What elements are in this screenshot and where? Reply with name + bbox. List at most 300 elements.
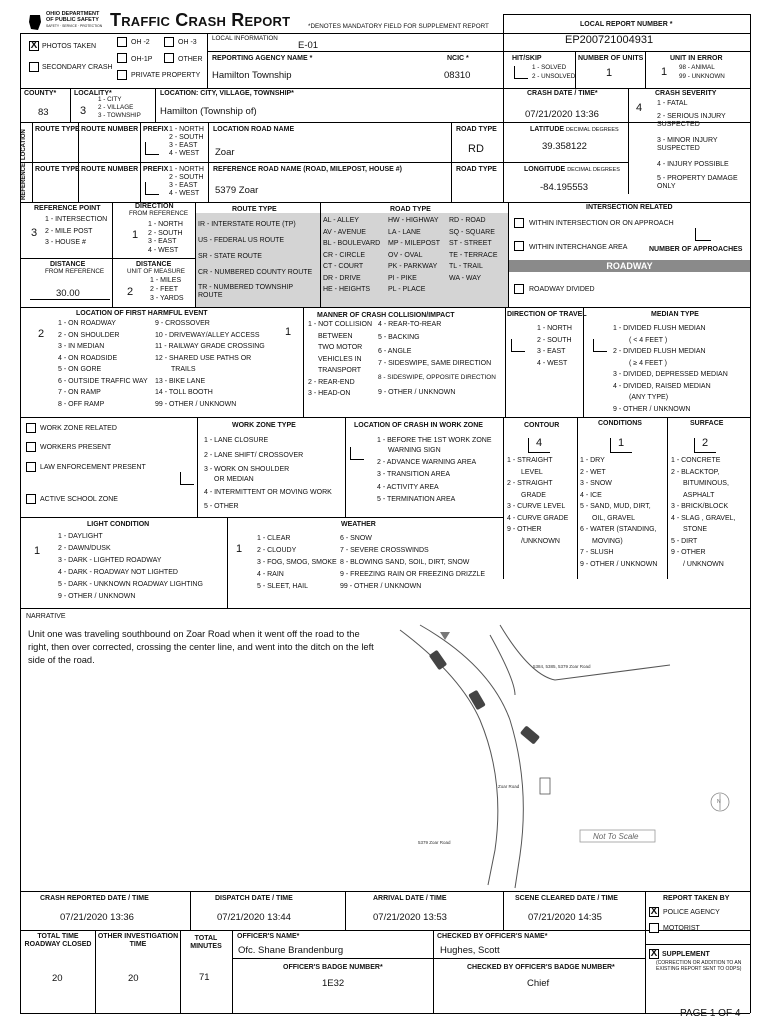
contour-opt-9: 9 - OTHER <box>507 526 542 533</box>
location-value[interactable]: Hamilton (Township of) <box>160 106 257 117</box>
rt-pk: PK - PARKWAY <box>388 263 438 270</box>
motorist-checkbox[interactable] <box>649 923 659 933</box>
vehicle-3-icon <box>520 725 540 744</box>
rt-mp: MP - MILEPOST <box>388 240 440 247</box>
route-type-tr: TR - NUMBERED TOWNSHIP ROUTE <box>198 284 293 300</box>
cond-opt-6b: MOVING) <box>592 537 623 545</box>
location-in-wz-label: LOCATION OF CRASH IN WORK ZONE <box>354 422 483 429</box>
fhe-opt-6: 6 - OUTSIDE TRAFFIC WAY <box>58 377 148 385</box>
unit-in-error-opt-1: 98 - ANIMAL <box>679 64 715 71</box>
distance-sub-label: FROM REFERENCE <box>45 268 105 275</box>
roadway-divided-checkbox[interactable] <box>514 284 524 294</box>
secondary-crash-checkbox[interactable] <box>29 62 39 72</box>
lwz-opt-3: 3 - TRANSITION AREA <box>377 471 450 478</box>
distance-value[interactable]: 30.00 <box>56 288 80 299</box>
ref-route-number-label: ROUTE NUMBER <box>81 166 139 173</box>
ncic-label: NCIC * <box>447 55 469 62</box>
rt-st: ST - STREET <box>449 240 492 247</box>
severity-opt-4: 4 - INJURY POSSIBLE <box>657 161 729 168</box>
surf-opt-2b: BITUMINOUS, <box>683 480 729 487</box>
cond-opt-6: 6 - WATER (STANDING, <box>580 526 657 533</box>
number-of-approaches-label: NUMBER OF APPROACHES <box>649 246 743 253</box>
total-minutes-value[interactable]: 71 <box>199 972 210 983</box>
contour-opt-3: 3 - CURVE LEVEL <box>507 503 566 510</box>
oh3-checkbox[interactable] <box>164 37 174 47</box>
intersection-related-label: INTERSECTION RELATED <box>586 204 673 211</box>
ref-prefix-opt-1: 1 - NORTH <box>169 166 204 173</box>
weather-opt-8: 8 - BLOWING SAND, SOIL, DIRT, SNOW <box>340 559 470 566</box>
mailbox-icon <box>540 778 550 794</box>
photos-taken-checkbox[interactable]: X <box>30 40 38 51</box>
cond-opt-3: 3 - SNOW <box>580 480 612 487</box>
contour-opt-2b: GRADE <box>521 491 546 499</box>
number-of-units-value[interactable]: 1 <box>606 67 613 79</box>
contour-label: CONTOUR <box>524 422 560 429</box>
manner-opt-2: 2 - REAR-END <box>308 378 355 386</box>
weather-value[interactable]: 1 <box>236 543 243 555</box>
rt-pl: PL - PLACE <box>388 286 426 293</box>
manner-opt-1d: VEHICLES IN <box>318 355 362 363</box>
fhe-opt-12b: TRAILS <box>171 366 196 373</box>
cond-opt-4: 4 - ICE <box>580 491 602 499</box>
arrival-date-value[interactable]: 07/21/2020 13:53 <box>373 912 447 923</box>
active-school-zone-checkbox[interactable] <box>26 494 36 504</box>
private-property-label: PRIVATE PROPERTY <box>131 72 201 79</box>
rt-pi: PI - PIKE <box>388 274 417 282</box>
rt-ov: OV - OVAL <box>388 251 423 259</box>
reporting-agency-value[interactable]: Hamilton Township <box>212 70 292 81</box>
severity-opt-3: 3 - MINOR INJURY SUSPECTED <box>657 137 718 153</box>
law-enforcement-label: LAW ENFORCEMENT PRESENT <box>40 464 146 471</box>
loc-prefix-opt-4: 4 - WEST <box>169 150 200 157</box>
oh2-label: OH -2 <box>131 39 150 46</box>
work-zone-type-box[interactable] <box>180 472 194 485</box>
ref-prefix-box[interactable] <box>145 182 159 195</box>
contour-opt-1b: LEVEL <box>521 468 543 476</box>
officer-name-label: OFFICER'S NAME* <box>237 933 300 940</box>
median-opt-9: 9 - OTHER / UNKNOWN <box>613 405 691 413</box>
unit-opt-3: 3 - YARDS <box>150 295 184 302</box>
light-condition-label: LIGHT CONDITION <box>87 521 150 528</box>
rt-te: TE - TERRACE <box>449 251 498 259</box>
rt-rd: RD - ROAD <box>449 217 486 224</box>
manner-opt-4: 4 - REAR-TO-REAR <box>378 321 442 328</box>
logo-line-2: OF PUBLIC SAFETY <box>46 17 99 23</box>
within-intersection-checkbox[interactable] <box>514 218 524 228</box>
loc-prefix-box[interactable] <box>145 142 159 155</box>
reported-date-label: CRASH REPORTED DATE / TIME <box>40 895 149 902</box>
workers-present-checkbox[interactable] <box>26 442 36 452</box>
cond-opt-2: 2 - WET <box>580 468 606 476</box>
other-investigation-value[interactable]: 20 <box>128 973 139 984</box>
reference-road-label: REFERENCE ROAD NAME (ROAD, MILEPOST, HOUSE #) <box>213 166 403 173</box>
approaches-box[interactable] <box>695 228 711 241</box>
loc-road-type-value[interactable]: RD <box>468 143 484 155</box>
longitude-label: LONGITUDE DECIMAL DEGREES <box>524 166 620 173</box>
first-harmful-event-value[interactable]: 2 <box>38 328 45 340</box>
logo-line-3: SAFETY · SERVICE · PROTECTION <box>46 24 103 28</box>
local-report-number-value[interactable]: EP200721004931 <box>565 34 654 46</box>
other-checkbox[interactable] <box>164 53 174 63</box>
median-type-label: MEDIAN TYPE <box>651 311 699 318</box>
ref-point-opt-1: 1 - INTERSECTION <box>45 216 108 223</box>
surf-opt-2c: ASPHALT <box>683 491 715 499</box>
latitude-value[interactable]: 39.358122 <box>542 141 587 152</box>
surface-label: SURFACE <box>690 420 724 427</box>
location-road-value[interactable]: Zoar <box>215 147 235 158</box>
light-opt-3: 3 - DARK - LIGHTED ROADWAY <box>58 557 162 564</box>
ref-route-type-label: ROUTE TYPE <box>35 166 80 173</box>
manner-opt-1: 1 - NOT COLLISION <box>308 321 373 328</box>
lwz-opt-1b: WARNING SIGN <box>388 447 441 454</box>
wzt-opt-1: 1 - LANE CLOSURE <box>204 437 269 444</box>
fhe-opt-10: 10 - DRIVEWAY/ALLEY ACCESS <box>155 331 260 339</box>
reference-point-label: REFERENCE POINT <box>34 205 101 212</box>
local-information-label: LOCAL INFORMATION <box>212 35 278 42</box>
manner-opt-7: 7 - SIDESWIPE, SAME DIRECTION <box>378 360 492 367</box>
loc-route-type-label: ROUTE TYPE <box>35 126 80 133</box>
rt-tl: TL - TRAIL <box>449 263 483 270</box>
light-opt-9: 9 - OTHER / UNKNOWN <box>58 593 136 600</box>
longitude-value[interactable]: -84.195553 <box>540 182 589 193</box>
surf-opt-3: 3 - BRICK/BLOCK <box>671 503 729 510</box>
hit-skip-box[interactable] <box>514 66 528 79</box>
unit-opt-2: 2 - FEET <box>150 286 179 293</box>
surf-opt-9: 9 - OTHER <box>671 549 706 556</box>
supplement-note: (CORRECTION OR ADDITION TO AN EXISTING REPORT SENT TO ODPS) <box>656 960 742 972</box>
ref-prefix-label: PREFIX <box>143 166 169 173</box>
distance-unit-value[interactable]: 2 <box>127 286 134 298</box>
wzt-opt-3: 3 - WORK ON SHOULDER <box>204 466 290 473</box>
hit-skip-label: HIT/SKIP <box>512 55 542 62</box>
roadway-divided-label: ROADWAY DIVIDED <box>529 286 595 293</box>
side-label-location: LOCATION <box>21 129 27 160</box>
surface-value[interactable]: 2 <box>702 437 709 449</box>
ref-prefix-opt-2: 2 - SOUTH <box>169 174 204 181</box>
diagram-label-road: Zoar Road <box>498 784 520 789</box>
manner-of-crash-value[interactable]: 1 <box>285 326 292 338</box>
direction-label: DIRECTION <box>135 203 174 210</box>
checked-badge-value[interactable]: Chief <box>527 978 550 989</box>
rt-he: HE - HEIGHTS <box>323 286 371 293</box>
median-opt-4b: (ANY TYPE) <box>629 394 669 401</box>
diagram-label-top: 5384, 5385, 5379 Zoar Road <box>533 664 591 669</box>
fhe-opt-11: 11 - RAILWAY GRADE CROSSING <box>155 343 265 350</box>
severity-opt-1: 1 - FATAL <box>657 100 688 107</box>
weather-opt-6: 6 - SNOW <box>340 535 372 542</box>
location-in-wz-box[interactable] <box>350 447 364 460</box>
manner-of-crash-label: MANNER OF CRASH COLLISION/IMPACT <box>317 312 455 319</box>
light-condition-value[interactable]: 1 <box>34 545 41 557</box>
lwz-opt-5: 5 - TERMINATION AREA <box>377 496 456 503</box>
local-report-number-label: LOCAL REPORT NUMBER * <box>580 21 673 28</box>
direction-value[interactable]: 1 <box>132 229 139 241</box>
badge-label: OFFICER'S BADGE NUMBER* <box>283 964 383 971</box>
wzt-opt-5: 5 - OTHER <box>204 503 239 510</box>
light-opt-5: 5 - DARK - UNKNOWN ROADWAY LIGHTING <box>58 581 203 588</box>
work-zone-type-label: WORK ZONE TYPE <box>232 422 296 429</box>
law-enforcement-checkbox[interactable] <box>26 462 36 472</box>
page-number: PAGE 1 OF 4 <box>680 1008 741 1019</box>
wzt-opt-2: 2 - LANE SHIFT/ CROSSOVER <box>204 452 304 459</box>
unit-of-measure-label: UNIT OF MEASURE <box>127 268 185 275</box>
median-opt-1: 1 - DIVIDED FLUSH MEDIAN <box>613 325 706 332</box>
loc-road-type-label: ROAD TYPE <box>456 126 497 133</box>
wzt-opt-3b: OR MEDIAN <box>214 476 254 483</box>
median-opt-2b: ( ≥ 4 FEET ) <box>629 359 667 367</box>
police-agency-checkbox[interactable]: X <box>650 906 658 917</box>
first-harmful-event-label: LOCATION OF FIRST HARMFUL EVENT <box>76 310 208 317</box>
light-opt-4: 4 - DARK - ROADWAY NOT LIGHTED <box>58 569 178 576</box>
manner-opt-1c: TWO MOTOR <box>318 344 363 351</box>
fhe-opt-13: 13 - BIKE LANE <box>155 377 206 385</box>
logo-line-1: OHIO DEPARTMENT <box>46 11 100 17</box>
hit-skip-opt-1: 1 - SOLVED <box>532 64 567 71</box>
median-opt-4: 4 - DIVIDED, RAISED MEDIAN <box>613 382 711 390</box>
rt-dr: DR - DRIVE <box>323 274 361 282</box>
locality-opt-2: 2 - VILLAGE <box>98 104 134 111</box>
report-taken-by-label: REPORT TAKEN BY <box>663 895 730 902</box>
within-interchange-checkbox[interactable] <box>514 241 524 251</box>
unit-in-error-opt-2: 99 - UNKNOWN <box>679 73 725 80</box>
crash-date-value[interactable]: 07/21/2020 13:36 <box>525 109 599 120</box>
ncic-value[interactable]: 08310 <box>444 70 471 81</box>
dot-opt-1: 1 - NORTH <box>537 325 572 332</box>
reported-date-value[interactable]: 07/21/2020 13:36 <box>60 912 134 923</box>
surf-opt-4: 4 - SLAG , GRAVEL, <box>671 514 736 522</box>
conditions-label: CONDITIONS <box>598 420 642 427</box>
dispatch-date-value[interactable]: 07/21/2020 13:44 <box>217 912 291 923</box>
ref-prefix-opt-3: 3 - EAST <box>169 182 198 189</box>
weather-opt-4: 4 - RAIN <box>257 571 284 578</box>
weather-opt-5: 5 - SLEET, HAIL <box>257 583 308 590</box>
reporting-agency-label: REPORTING AGENCY NAME * <box>212 55 313 62</box>
contour-opt-4: 4 - CURVE GRADE <box>507 514 569 522</box>
loc-route-number-label: ROUTE NUMBER <box>81 126 139 133</box>
fhe-opt-14: 14 - TOLL BOOTH <box>155 389 213 396</box>
dispatch-date-label: DISPATCH DATE / TIME <box>215 895 293 902</box>
unit-in-error-value[interactable]: 1 <box>661 66 668 78</box>
fhe-opt-8: 8 - OFF RAMP <box>58 400 105 408</box>
work-zone-related-checkbox[interactable] <box>26 423 36 433</box>
ref-prefix-opt-4: 4 - WEST <box>169 190 200 197</box>
officer-name-value[interactable]: Ofc. Shane Brandenburg <box>238 945 344 956</box>
unit-in-error-label: UNIT IN ERROR <box>670 55 723 62</box>
cond-opt-5: 5 - SAND, MUD, DIRT, <box>580 503 651 510</box>
latitude-label: LATITUDE DECIMAL DEGREES <box>530 126 619 133</box>
within-intersection-label: WITHIN INTERSECTION OR ON APPROACH <box>529 220 674 227</box>
total-minutes-label: TOTAL MINUTES <box>190 935 222 951</box>
oh1p-label: OH-1P <box>131 56 153 63</box>
scene-cleared-value[interactable]: 07/21/2020 14:35 <box>528 912 602 923</box>
light-opt-1: 1 - DAYLIGHT <box>58 533 103 540</box>
ref-point-opt-2: 2 - MILE POST <box>45 227 93 235</box>
route-type-us: US - FEDERAL US ROUTE <box>198 237 285 244</box>
rt-la: LA - LANE <box>388 228 421 236</box>
manner-opt-3: 3 - HEAD-ON <box>308 390 351 397</box>
mandatory-note: *DENOTES MANDATORY FIELD FOR SUPPLEMENT REPORT <box>308 23 489 30</box>
conditions-value[interactable]: 1 <box>618 437 625 449</box>
surf-opt-9b: / UNKNOWN <box>683 560 724 568</box>
reference-road-value[interactable]: 5379 Zoar <box>215 185 259 196</box>
locality-opt-3: 3 - TOWNSHIP <box>98 112 141 119</box>
loc-prefix-opt-3: 3 - EAST <box>169 142 198 149</box>
narrative-label: NARRATIVE <box>26 613 66 620</box>
weather-label: WEATHER <box>341 521 376 528</box>
fhe-opt-9: 9 - CROSSOVER <box>155 320 210 327</box>
dir-opt-1: 1 - NORTH <box>148 221 183 228</box>
dir-opt-2: 2 - SOUTH <box>148 229 183 237</box>
median-opt-3: 3 - DIVIDED, DEPRESSED MEDIAN <box>613 371 728 378</box>
work-zone-related-label: WORK ZONE RELATED <box>40 425 117 432</box>
distance2-label: DISTANCE <box>136 261 172 268</box>
loc-prefix-label: PREFIX <box>143 126 169 133</box>
fhe-opt-1: 1 - ON ROADWAY <box>58 320 116 327</box>
side-label-reference: REFERENCE <box>21 162 27 200</box>
weather-opt-1: 1 - CLEAR <box>257 535 291 542</box>
report-title: Traffic Crash Report <box>110 10 291 30</box>
road-type-title: ROAD TYPE <box>390 206 431 213</box>
lwz-opt-2: 2 - ADVANCE WARNING AREA <box>377 459 477 466</box>
locality-opt-1: 1 - CITY <box>98 96 122 103</box>
route-type-cr: CR - NUMBERED COUNTY ROUTE <box>198 269 313 276</box>
supplement-checkbox[interactable]: X <box>650 948 658 959</box>
lwz-opt-1: 1 - BEFORE THE 1ST WORK ZONE <box>377 437 492 444</box>
rt-sq: SQ - SQUARE <box>449 228 495 236</box>
side-road-edge <box>500 625 670 680</box>
crash-date-label: CRASH DATE / TIME* <box>527 90 598 97</box>
vehicle-1-icon <box>429 650 448 670</box>
narrative-text[interactable]: Unit one was traveling southbound on Zoar Road when it went off the road to the right, then over corrected, crossing the center line, and went into the ditch on the left side of the road. <box>28 629 374 665</box>
manner-opt-9: 9 - OTHER / UNKNOWN <box>378 389 456 396</box>
checked-badge-label: CHECKED BY OFFICER'S BADGE NUMBER* <box>467 964 615 971</box>
scene-cleared-label: SCENE CLEARED DATE / TIME <box>515 895 618 902</box>
severity-opt-2: 2 - SERIOUS INJURY SUSPECTED <box>657 113 726 129</box>
ref-road-type-label: ROAD TYPE <box>456 166 497 173</box>
from-reference-label: FROM REFERENCE <box>129 210 189 217</box>
severity-opt-5: 5 - PROPERTY DAMAGE ONLY <box>657 175 738 191</box>
fhe-opt-12: 12 - SHARED USE PATHS OR <box>155 354 252 362</box>
direction-of-travel-label: DIRECTION OF TRAVEL <box>507 311 587 318</box>
oh3-label: OH -3 <box>178 39 197 46</box>
rt-wa: WA - WAY <box>449 274 482 282</box>
weather-opt-7: 7 - SEVERE CROSSWINDS <box>340 547 429 554</box>
locality-value[interactable]: 3 <box>80 105 87 117</box>
cond-opt-9: 9 - OTHER / UNKNOWN <box>580 560 658 568</box>
total-time-label: TOTAL TIME ROADWAY CLOSED <box>24 933 92 949</box>
checked-by-name-value[interactable]: Hughes, Scott <box>440 945 500 956</box>
median-opt-1b: ( < 4 FEET ) <box>629 336 668 344</box>
county-label: COUNTY* <box>24 90 57 97</box>
rt-ct: CT - COURT <box>323 263 364 270</box>
fhe-opt-4: 4 - ON ROADSIDE <box>58 354 118 362</box>
locality-label: LOCALITY* <box>74 90 112 97</box>
dot-opt-3: 3 - EAST <box>537 348 566 355</box>
dot-opt-2: 2 - SOUTH <box>537 336 572 344</box>
fhe-opt-99: 99 - OTHER / UNKNOWN <box>155 400 237 408</box>
hit-skip-opt-2: 2 - UNSOLVED <box>532 73 576 80</box>
photos-taken-label: PHOTOS TAKEN <box>42 43 97 50</box>
contour-value[interactable]: 4 <box>536 437 543 449</box>
loc-prefix-opt-2: 2 - SOUTH <box>169 134 204 141</box>
surf-opt-5: 5 - DIRT <box>671 537 698 545</box>
manner-opt-5: 5 - BACKING <box>378 334 420 341</box>
not-to-scale-label: Not To Scale <box>593 832 639 841</box>
cond-opt-1: 1 - DRY <box>580 457 605 464</box>
ref-point-opt-3: 3 - HOUSE # <box>45 239 86 246</box>
rt-av: AV - AVENUE <box>323 228 366 236</box>
rt-cr: CR - CIRCLE <box>323 251 366 259</box>
rt-hw: HW - HIGHWAY <box>388 217 439 224</box>
oh2-checkbox[interactable] <box>117 37 127 47</box>
fhe-opt-3: 3 - IN MEDIAN <box>58 343 105 350</box>
contour-opt-1: 1 - STRAIGHT <box>507 457 553 464</box>
within-interchange-label: WITHIN INTERCHANGE AREA <box>529 244 628 251</box>
workers-present-label: WORKERS PRESENT <box>40 444 112 451</box>
lwz-opt-4: 4 - ACTIVITY AREA <box>377 484 439 491</box>
motorist-label: MOTORIST <box>663 925 700 932</box>
manner-opt-1b: BETWEEN <box>318 332 353 340</box>
north-label: N <box>717 799 721 805</box>
manner-opt-8: 8 - SIDESWIPE, OPPOSITE DIRECTION <box>378 374 496 381</box>
dot-opt-4: 4 - WEST <box>537 359 568 367</box>
dir-opt-4: 4 - WEST <box>148 246 179 254</box>
contour-opt-9b: /UNKNOWN <box>521 537 560 545</box>
oh1p-checkbox[interactable] <box>117 53 127 63</box>
direction-of-travel-box[interactable] <box>511 339 525 352</box>
ohio-state-icon <box>28 14 42 32</box>
private-property-checkbox[interactable] <box>117 70 127 80</box>
contour-opt-2: 2 - STRAIGHT <box>507 480 553 487</box>
location-road-label: LOCATION ROAD NAME <box>213 126 295 133</box>
fhe-opt-2: 2 - ON SHOULDER <box>58 331 120 339</box>
fhe-opt-7: 7 - ON RAMP <box>58 389 101 396</box>
roadway-header: ROADWAY <box>509 260 750 272</box>
total-time-value[interactable]: 20 <box>52 973 63 984</box>
manner-opt-1e: TRANSPORT <box>318 367 362 374</box>
number-of-units-label: NUMBER OF UNITS <box>578 55 644 62</box>
crash-diagram <box>380 620 750 890</box>
route-type-sr: SR - STATE ROUTE <box>198 253 262 260</box>
manner-opt-6: 6 - ANGLE <box>378 348 412 355</box>
other-label: OTHER <box>178 56 203 63</box>
crash-severity-value[interactable]: 4 <box>636 102 643 114</box>
route-type-ir: IR - INTERSTATE ROUTE (TP) <box>198 221 296 228</box>
rt-al: AL - ALLEY <box>323 217 359 224</box>
surf-opt-4b: STONE <box>683 526 707 533</box>
surf-opt-1: 1 - CONCRETE <box>671 457 721 464</box>
active-school-zone-label: ACTIVE SCHOOL ZONE <box>40 496 118 503</box>
unit-opt-1: 1 - MILES <box>150 277 182 284</box>
county-value[interactable]: 83 <box>38 107 49 118</box>
rt-bl: BL - BOULEVARD <box>323 240 381 247</box>
dir-opt-3: 3 - EAST <box>148 238 177 245</box>
median-type-box[interactable] <box>593 339 607 352</box>
wzt-opt-4: 4 - INTERMITTENT OR MOVING WORK <box>204 489 332 496</box>
loc-prefix-opt-1: 1 - NORTH <box>169 126 204 133</box>
arrival-date-label: ARRIVAL DATE / TIME <box>373 895 447 902</box>
secondary-crash-label: SECONDARY CRASH <box>42 64 113 71</box>
local-information-value[interactable]: E-01 <box>298 40 319 51</box>
light-opt-2: 2 - DAWN/DUSK <box>58 545 111 552</box>
checked-by-name-label: CHECKED BY OFFICER'S NAME* <box>437 933 548 940</box>
route-type-title: ROUTE TYPE <box>232 206 277 213</box>
other-investigation-label: OTHER INVESTIGATION TIME <box>97 933 179 949</box>
reference-point-value[interactable]: 3 <box>31 227 38 239</box>
cond-opt-5b: OIL, GRAVEL <box>592 514 636 522</box>
crash-severity-label: CRASH SEVERITY <box>655 90 717 97</box>
badge-value[interactable]: 1E32 <box>322 978 345 989</box>
